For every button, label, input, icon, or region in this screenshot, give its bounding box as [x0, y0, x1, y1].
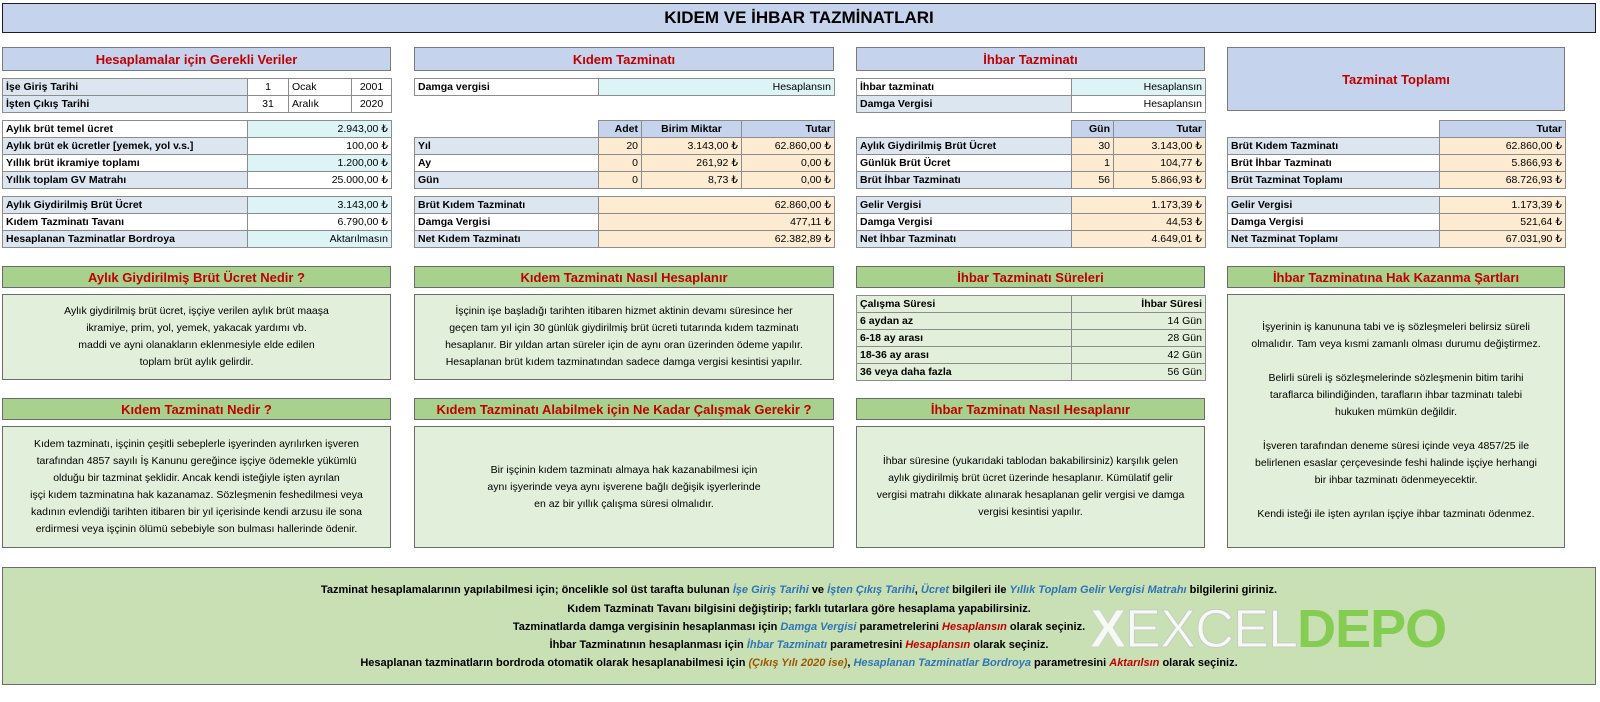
kidem-birim: 8,73 ₺	[642, 172, 742, 189]
instruction-text: Kıdem Tazminatı Tavanı bilgisini değiştirip; farklı tutarlara göre hesaplama yapabilirsiniz.	[567, 603, 1031, 615]
info-line: toplam brüt aylık gelirdir.	[139, 356, 254, 368]
kidem-nasil-header	[414, 266, 834, 288]
info-line: erdirmesi veya işçinin ölümü sebebiyle son bulması hallerinde ödenir.	[35, 523, 358, 535]
total-calc-value: 5.866,93 ₺	[1440, 155, 1566, 172]
salary-label: Aylık brüt ek ücretler [yemek, yol v.s.]	[3, 138, 248, 155]
ihbar-header	[856, 47, 1205, 71]
ihbar-nasil-box	[856, 426, 1205, 548]
info-line: vergisi kesintisi yapılır.	[978, 506, 1083, 518]
col-birim: Birim Miktar	[642, 121, 742, 138]
logo-x-mark: X	[1090, 599, 1126, 659]
start-date-row	[3, 79, 392, 96]
info-line: İşyerinin iş kanununa tabi ve iş sözleşmeleri belirsiz süreli	[1262, 321, 1530, 333]
ihbar-summary-row	[857, 214, 1206, 231]
ihbar-sure-row	[857, 347, 1206, 364]
total-summary-value: 521,64 ₺	[1440, 214, 1566, 231]
ihbar-damga-select[interactable]: Hesaplansın	[1072, 96, 1206, 113]
col-gun: Gün	[1072, 121, 1114, 138]
salary-value-cell[interactable]: 2.943,00 ₺	[248, 121, 392, 138]
empty-cell	[415, 121, 599, 138]
kidem-calc-row	[415, 172, 835, 189]
sure-period: 6-18 ay arası	[857, 330, 1072, 347]
instruction-text: parametrelerini	[859, 621, 939, 633]
ihbar-param-label: İhbar tazminatı	[857, 79, 1072, 96]
sure-period: 18-36 ay arası	[857, 347, 1072, 364]
page-title	[2, 3, 1596, 33]
start-date-label: İşe Giriş Tarihi	[3, 79, 248, 96]
start-day-cell[interactable]: 1	[248, 79, 289, 96]
instruction-text: olarak seçiniz.	[973, 639, 1049, 651]
aylik-info-header	[2, 266, 391, 288]
total-header	[1227, 47, 1565, 111]
kidem-summary-label: Brüt Kıdem Tazminatı	[415, 197, 599, 214]
payroll-select[interactable]: Aktarılmasın	[248, 231, 392, 248]
kidem-calc-header	[415, 121, 835, 138]
instruction-text: bilgilerini giriniz.	[1189, 584, 1278, 596]
col-tutar: Tutar	[1440, 121, 1566, 138]
derived-table	[2, 196, 392, 248]
info-line: olduğu bir tazminat şeklidir. Ancak kendi isteğiyle işten ayrılan	[53, 472, 340, 484]
ihbar-sure-row	[857, 313, 1206, 330]
kidem-adet: 0	[599, 155, 642, 172]
ihbar-sure-row	[857, 330, 1206, 347]
col-tutar: Tutar	[1114, 121, 1206, 138]
kidem-tutar: 0,00 ₺	[742, 172, 835, 189]
kidem-damga-select[interactable]: Hesaplansın	[599, 79, 835, 96]
info-line: İşçinin işe başladığı tarihten itibaren hizmet aktinin devamı süresince her	[455, 305, 793, 317]
salary-value-cell[interactable]: 1.200,00 ₺	[248, 155, 392, 172]
info-line: Bir işçinin kıdem tazminatı almaya hak kazanabilmesi için	[490, 463, 758, 476]
instruction-line-1	[3, 584, 1595, 596]
kidem-summary-value: 477,11 ₺	[599, 214, 835, 231]
total-calc-row	[1228, 172, 1566, 189]
total-calc-label: Brüt Kıdem Tazminatı	[1228, 138, 1440, 155]
info-line: İhbar süresine (yukarıdaki tablodan bakabilirsiniz) karşılık gelen	[882, 455, 1179, 467]
sure-days: 28 Gün	[1072, 330, 1206, 347]
salary-row	[3, 138, 392, 155]
ihbar-calc-label: Brüt İhbar Tazminatı	[857, 172, 1072, 189]
instruction-text: olarak seçiniz.	[1162, 657, 1238, 669]
ihbar-summary-value: 1.173,39 ₺	[1072, 197, 1206, 214]
kidem-calc-row	[415, 155, 835, 172]
kidem-summary-label: Damga Vergisi	[415, 214, 599, 231]
total-summary-table	[1227, 196, 1566, 248]
instruction-text: ,	[847, 657, 851, 669]
ihbar-summary-label: Damga Vergisi	[857, 214, 1072, 231]
ihbar-hak-title: İhbar Tazminatına Hak Kazanma Şartları	[1272, 269, 1520, 285]
instruction-param: Ücret	[920, 584, 949, 596]
ihbar-tazminat-select[interactable]: Hesaplansın	[1072, 79, 1206, 96]
instruction-note: (Çıkış Yılı 2020 ise)	[748, 657, 848, 669]
ceiling-value-cell[interactable]: 6.790,00 ₺	[248, 214, 392, 231]
end-date-row	[3, 96, 392, 113]
ihbar-tutar: 3.143,00 ₺	[1114, 138, 1206, 155]
info-line: bir ihbar tazminatı ödenmeyecektir.	[1314, 474, 1478, 486]
info-line: ikramiye, prim, yol, yemek, yakacak yardımı vb.	[86, 322, 307, 334]
ihbar-params-table	[856, 78, 1206, 113]
instruction-text: olarak seçiniz.	[1009, 621, 1086, 633]
instruction-param: Yıllık Toplam Gelir Vergisi Matrahı	[1009, 584, 1187, 596]
instruction-text: parametresini	[1034, 657, 1107, 669]
kidem-birim: 3.143,00 ₺	[642, 138, 742, 155]
ihbar-summary-row	[857, 197, 1206, 214]
salary-value-cell[interactable]: 100,00 ₺	[248, 138, 392, 155]
kidem-adet: 20	[599, 138, 642, 155]
total-summary-row	[1228, 231, 1566, 248]
salary-row	[3, 172, 392, 189]
instruction-param: İşten Çıkış Tarihi	[827, 584, 915, 596]
ihbar-sure-row	[857, 364, 1206, 381]
ihbar-hak-header	[1227, 266, 1565, 288]
kidem-damga-row	[415, 79, 835, 96]
kidem-summary-table	[414, 196, 835, 248]
total-calc-header	[1228, 121, 1566, 138]
inputs-header	[2, 47, 391, 71]
kidem-birim: 261,92 ₺	[642, 155, 742, 172]
derived-label: Aylık Giydirilmiş Brüt Ücret	[3, 197, 248, 214]
logo-excel-text: EXCEL	[1125, 599, 1298, 659]
ihbar-sure-table	[856, 295, 1206, 381]
kidem-nedir-box	[2, 426, 391, 548]
info-spacer	[1251, 421, 1540, 438]
kidem-calc-row	[415, 138, 835, 155]
info-line: hukuken mümkün değildir.	[1335, 406, 1457, 418]
dates-table	[2, 78, 392, 113]
col-ihbar-suresi: İhbar Süresi	[1072, 296, 1206, 313]
instruction-text: bilgileri ile	[952, 584, 1007, 596]
sure-period: 6 aydan az	[857, 313, 1072, 330]
ihbar-summary-label: Net İhbar Tazminatı	[857, 231, 1072, 248]
total-summary-row	[1228, 197, 1566, 214]
info-line: aylık giydirilmiş brüt ücret üzerinde hesaplanır. Kümülatif gelir	[888, 472, 1173, 484]
kidem-summary-row	[415, 231, 835, 248]
salary-table	[2, 120, 392, 189]
info-line: işçi kıdem tazminatına hak kazanamaz. Sözleşmenin feshedilmesi veya	[30, 489, 363, 501]
ihbar-calc-header	[857, 121, 1206, 138]
salary-label: Yıllık toplam GV Matrahı	[3, 172, 248, 189]
instruction-value: Hesaplansın	[905, 639, 971, 651]
kidem-summary-value: 62.382,89 ₺	[599, 231, 835, 248]
kidem-nasil-box	[414, 294, 834, 380]
aylik-info-box	[2, 294, 391, 380]
ihbar-nasil-title: İhbar Tazminatı Nasıl Hesaplanır	[930, 401, 1131, 417]
instruction-text: ve	[811, 584, 825, 596]
kidem-calisma-title: Kıdem Tazminatı Alabilmek için Ne Kadar Çalışmak Gerekir ?	[436, 401, 812, 417]
ihbar-summary-value: 4.649,01 ₺	[1072, 231, 1206, 248]
kidem-header-text: Kıdem Tazminatı	[572, 51, 676, 67]
info-line: en az bir yıllık çalışma süresi olmalıdır.	[534, 497, 714, 510]
salary-label: Aylık brüt temel ücret	[3, 121, 248, 138]
start-month-cell[interactable]: Ocak	[289, 79, 352, 96]
salary-row	[3, 121, 392, 138]
ihbar-summary-table	[856, 196, 1206, 248]
end-day-cell[interactable]: 31	[248, 96, 289, 113]
info-line: taraflarca bilindiğinden, tarafların ihbar tazminatı talebi	[1269, 389, 1523, 401]
total-calc-row	[1228, 155, 1566, 172]
ihbar-sure-title: İhbar Tazminatı Süreleri	[957, 269, 1104, 285]
info-line: Aylık giydirilmiş brüt ücret, işçiye verilen aylık brüt maaşa	[64, 305, 329, 317]
exceldepo-logo	[1090, 598, 1446, 660]
kidem-nedir-header	[2, 398, 391, 420]
logo-depo-text: DEPO	[1297, 599, 1447, 659]
kidem-nasil-title: Kıdem Tazminatı Nasıl Hesaplanır	[520, 269, 728, 285]
kidem-tutar: 0,00 ₺	[742, 155, 835, 172]
sure-period: 36 veya daha fazla	[857, 364, 1072, 381]
ihbar-summary-value: 44,53 ₺	[1072, 214, 1206, 231]
total-calc-label: Brüt İhbar Tazminatı	[1228, 155, 1440, 172]
instruction-text: parametresini	[830, 639, 903, 651]
ihbar-tutar: 5.866,93 ₺	[1114, 172, 1206, 189]
kidem-summary-value: 62.860,00 ₺	[599, 197, 835, 214]
ihbar-hak-box	[1227, 294, 1565, 548]
ihbar-calc-label: Günlük Brüt Ücret	[857, 155, 1072, 172]
kidem-calc-label: Yıl	[415, 138, 599, 155]
ihbar-tutar: 104,77 ₺	[1114, 155, 1206, 172]
derived-label: Hesaplanan Tazminatlar Bordroya	[3, 231, 248, 248]
instruction-text: Tazminatlarda damga vergisinin hesaplanması için	[512, 621, 778, 633]
instruction-param: Hesaplanan Tazminatlar Bordroya	[853, 657, 1031, 669]
derived-label: Kıdem Tazminatı Tavanı	[3, 214, 248, 231]
aylik-info-title: Aylık Giydirilmiş Brüt Ücret Nedir ?	[88, 269, 305, 285]
salary-label: Yıllık brüt ikramiye toplamı	[3, 155, 248, 172]
instruction-text: İhbar Tazminatının hesaplanması için	[549, 639, 744, 651]
ihbar-header-text: İhbar Tazminatı	[983, 51, 1078, 67]
col-calisma: Çalışma Süresi	[857, 296, 1072, 313]
ihbar-calc-row	[857, 138, 1206, 155]
instruction-value: Aktarılsın	[1109, 657, 1160, 669]
info-line: maddi ve ayni olanakların eklenmesiyle elde edilen	[78, 339, 315, 351]
info-spacer	[1251, 353, 1540, 370]
info-line: İşveren tarafından deneme süresi içinde veya 4857/25 ile	[1262, 440, 1530, 452]
total-summary-row	[1228, 214, 1566, 231]
total-calc-label: Brüt Tazminat Toplamı	[1228, 172, 1440, 189]
kidem-damga-label: Damga vergisi	[415, 79, 599, 96]
kidem-tutar: 62.860,00 ₺	[742, 138, 835, 155]
ihbar-param-row	[857, 79, 1206, 96]
kidem-adet: 0	[599, 172, 642, 189]
salary-row	[3, 155, 392, 172]
total-summary-value: 1.173,39 ₺	[1440, 197, 1566, 214]
info-line: olmalıdır. Tam veya kısmi zamanlı olması durumu değiştirmez.	[1251, 338, 1541, 350]
empty-cell	[857, 121, 1072, 138]
instruction-text: ,	[914, 584, 918, 596]
ihbar-gun: 30	[1072, 138, 1114, 155]
info-line: Belirli süreli iş sözleşmelerinde sözleşmenin bitim tarihi	[1268, 372, 1524, 384]
instruction-param: İhbar Tazminatı	[746, 639, 828, 651]
derived-row	[3, 214, 392, 231]
end-date-label: İşten Çıkış Tarihi	[3, 96, 248, 113]
total-calc-table	[1227, 120, 1566, 189]
ihbar-param-label: Damga Vergisi	[857, 96, 1072, 113]
total-header-text: Tazminat Toplamı	[1342, 71, 1450, 87]
ihbar-calc-row	[857, 155, 1206, 172]
info-line: kadının evlendiği tarihten itibaren bir yıl içerisinde kendi arzusu ile sona	[31, 506, 362, 518]
total-summary-label: Gelir Vergisi	[1228, 197, 1440, 214]
kidem-calisma-box	[414, 426, 834, 548]
kidem-damga-table	[414, 78, 835, 96]
kidem-summary-row	[415, 214, 835, 231]
derived-row	[3, 231, 392, 248]
col-adet: Adet	[599, 121, 642, 138]
end-year-cell[interactable]: 2020	[352, 96, 392, 113]
total-summary-label: Damga Vergisi	[1228, 214, 1440, 231]
info-line: vergisi matrahı dikkate alınarak hesaplanan gelir vergisi ve damga	[876, 489, 1185, 501]
sure-days: 14 Gün	[1072, 313, 1206, 330]
info-line: belirlenen esaslar çerçevesinde feshi halinde işçiye herhangi	[1255, 457, 1537, 469]
page-title-text: KIDEM VE İHBAR TAZMİNATLARI	[664, 8, 934, 27]
kidem-summary-row	[415, 197, 835, 214]
col-tutar: Tutar	[742, 121, 835, 138]
ihbar-nasil-header	[856, 398, 1205, 420]
ihbar-calc-table	[856, 120, 1206, 189]
instruction-value: Hesaplansın	[942, 621, 1007, 633]
total-summary-label: Net Tazminat Toplamı	[1228, 231, 1440, 248]
kidem-calc-table	[414, 120, 835, 189]
sure-days: 42 Gün	[1072, 347, 1206, 364]
ihbar-sure-header-row	[857, 296, 1206, 313]
info-spacer	[1251, 489, 1540, 506]
empty-cell	[1228, 121, 1440, 138]
kidem-summary-label: Net Kıdem Tazminatı	[415, 231, 599, 248]
total-summary-value: 67.031,90 ₺	[1440, 231, 1566, 248]
ihbar-param-row	[857, 96, 1206, 113]
ihbar-calc-row	[857, 172, 1206, 189]
ihbar-gun: 56	[1072, 172, 1114, 189]
inputs-header-text: Hesaplamalar için Gerekli Veriler	[95, 51, 298, 67]
instruction-param: Damga Vergisi	[780, 621, 857, 633]
derived-row	[3, 197, 392, 214]
kidem-header	[414, 47, 834, 71]
ihbar-summary-row	[857, 231, 1206, 248]
ihbar-calc-label: Aylık Giydirilmiş Brüt Ücret	[857, 138, 1072, 155]
info-line: Kendi isteği ile işten ayrılan işçiye ihbar tazminatı ödenmez.	[1257, 508, 1535, 520]
end-month-cell[interactable]: Aralık	[289, 96, 352, 113]
kidem-calisma-header	[414, 398, 834, 420]
kidem-calc-label: Gün	[415, 172, 599, 189]
ihbar-summary-label: Gelir Vergisi	[857, 197, 1072, 214]
info-line: tarafından 4857 sayılı İş Kanunu gereğince işçiye ödemekle yükümlü	[36, 455, 357, 467]
info-line: aynı işyerinde veya aynı işverene bağlı değişik işyerlerinde	[487, 480, 761, 493]
ihbar-gun: 1	[1072, 155, 1114, 172]
start-year-cell[interactable]: 2001	[352, 79, 392, 96]
derived-value: 3.143,00 ₺	[248, 197, 392, 214]
instruction-text: Hesaplanan tazminatların bordroda otomatik olarak hesaplanabilmesi için	[360, 657, 746, 669]
info-line: Hesaplanan brüt kıdem tazminatından sadece damga vergisi kesintisi yapılır.	[445, 356, 803, 368]
total-calc-row	[1228, 138, 1566, 155]
total-calc-value: 68.726,93 ₺	[1440, 172, 1566, 189]
salary-value-cell[interactable]: 25.000,00 ₺	[248, 172, 392, 189]
info-line: Kıdem tazminatı, işçinin çeşitli sebeplerle işyerinden ayrılırken işveren	[33, 438, 360, 450]
kidem-calc-label: Ay	[415, 155, 599, 172]
total-calc-value: 62.860,00 ₺	[1440, 138, 1566, 155]
kidem-nedir-title: Kıdem Tazminatı Nedir ?	[121, 401, 272, 417]
instruction-text: Tazminat hesaplamalarının yapılabilmesi için; öncelikle sol üst tarafta bulunan	[320, 584, 730, 596]
instruction-param: İşe Giriş Tarihi	[732, 584, 809, 596]
info-line: geçen tam yıl için 30 günlük giydirilmiş brüt ücreti tutarında kıdem tazminatı	[449, 322, 799, 334]
ihbar-sure-header	[856, 266, 1205, 288]
sure-days: 56 Gün	[1072, 364, 1206, 381]
info-line: hesaplanır. Bir yıldan artan süreler için de aynı oran üzerinden ödeme yapılır.	[445, 339, 803, 351]
